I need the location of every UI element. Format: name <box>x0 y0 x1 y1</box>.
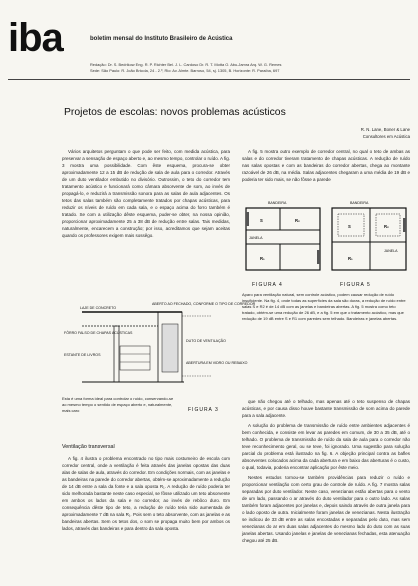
author-names: R. N. Lane, Boner & Lane <box>360 127 410 132</box>
column-2-top <box>242 148 410 186</box>
article-title: Projetos de escolas: novos problemas acústicos <box>64 107 286 118</box>
figure-4-label: FIGURA 4 <box>252 282 283 288</box>
figure-4-diagram <box>240 198 324 280</box>
label-forro: FÔRRO FALSO DE CHAPAS ACÚSTICAS <box>64 331 133 335</box>
article-authors <box>292 127 410 140</box>
fig4-room-s: S <box>260 218 263 223</box>
column-1-intro <box>62 148 230 242</box>
fig5-janela: JANELA <box>384 249 398 253</box>
label-estante: ESTANTE DE LIVROS <box>64 353 101 357</box>
header-rule <box>8 79 410 80</box>
fig5-room-r1: R₁ <box>348 256 353 261</box>
label-abertura: ABERTURA EM VIDRO OU REBAIXO <box>186 361 248 365</box>
editorial-info <box>90 62 412 74</box>
figure-3-label: FIGURA 3 <box>188 407 219 413</box>
fig4-bandeira: BANDEIRA <box>268 201 287 205</box>
intro-paragraph: Vários arquitetos perguntam o que pode ser feito, com medida acústica, para preservar a sensação de espaço aberto e, ao mesmo tempo, controlar o ruído. A fig. 3 mostra uma possibilidade. Com êste esquema, procura-se obter aproximadamente 12 a 15 dB de redução de sala de aula para o corredor. Através de um duto ventilador embutido no divisório. Outrossim, o teto do corredor tem tratamento acústico e funcionará como câmara absorvente de som, ao invés de propagá-lo, e reduzirá a transmissão sonora para as salas de aula adjacentes. Os tetos das salas também são completamente tratados por chapas acústicas, para reduzir os níveis de ruído em cada sala, e o espaço acima do forro também é tratado. Se com a utilização dêste esquema, puder-se obter, na nossa opinião, proporcionar aproximadamente 25 a 38 dB de redução entre salas. Tais medidas, naturalmente, encarecem a construção; por isso, acreditamos que sejam aceitas quando os professores exigem mais sossêgo. <box>62 149 230 238</box>
fig4-janela: JANELA <box>249 236 263 240</box>
fig4-room-r2: R₂ <box>295 218 300 223</box>
section-paragraph: A fig. 4 ilustra o problema encontrado no tipo mais costumeiro de escola com corredor central, onde a ventilação é feita através das janelas opostas das duas alas de salas de aula, através do corredor. Em condições normais, com as janelas e as bandeiras na parede do corredor abertas, obtém-se aproximadamente a redução de 14 dB entre a sala da fonte e a sala oposta R₁. A redução de ruído poderia ter sido melhorada bastante neste caso especial, se fôsse utilizado um teto absorvente em ambos os lados da sala e no corredor, ao invés de rebôco duro. Em consequência dêste tipo de teto, a redução de ruído teria sido aumentada de aproximadamente 7 dB na sala R₁. Pois sem o teto absorvente, com as janelas e as bandeiras abertas. Sem os tetos dos, o som se propaga muito bem por ambos os lados, através das bandeiras e para dentro da sala oposta. <box>62 456 230 531</box>
column-2-bottom <box>242 398 410 547</box>
column-1-section <box>62 440 230 535</box>
editors-line: Redação: Dr. S. Bedrikow Eng. R. P. Richter Bel. J. L. Cardoso Dr. R. T. Motta O. Abu-Jamra Arq. W. G. Remes <box>90 62 282 67</box>
fig5-bandeira: BANDEIRA <box>350 201 369 205</box>
author-role: Consultores em Acústica <box>362 133 410 139</box>
figure-3-caption: Esta é uma forma ideal para controlar o ruído, conservando-se ao mesmo tempo o sentido de espaço aberto e, naturalmente, mais caro <box>62 396 174 413</box>
address-line: Sede: São Paulo: R. João Bricola, 24 - 2.º, Rio: Av. Almte. Barroso, 54, sj. 1305, B. Horizonte: R. Paraíba, 697 <box>90 68 280 73</box>
figure-5-diagram <box>326 198 412 280</box>
iba-logo: iba <box>8 16 63 60</box>
fig4-room-r1: R₁ <box>260 256 265 261</box>
figure-3-diagram <box>62 302 256 394</box>
figure-4-5-caption: Aparo para ventilação natural, sem controle acústico, podem causar redução de ruído insuficiente. Na fig. 4, onde todas as superfícies da sala são duras, a redução de ruído entre salas S e R2 é de 14 dB com as janelas e bandeiras abertas. A fig. 5 mostra como teto tratado, obtém-se uma redução de 26 dB, e a fig. 5 em que o tratamento acústico, mas que redução de 19 dB entre S e R1 com paredes sem telhado. Bandeiras e janelas abertas. <box>242 292 406 321</box>
fig5-room-s: S <box>348 224 351 229</box>
column-2-paragraph-1: A fig. 5 mostra outro exemplo de corredor central, no qual o teto de ambas as salas e do corredor tiveram tratamento de chapas acústicas. A redução de ruído nas salas opostas e com as bandeiras do corredor abertas, chega ao montante razoável de 26 dB, na média. Salas adjacentes chegaram a uma média de 19 dB e poderia ter sido mais, se não fôsse a parede <box>242 149 410 182</box>
label-duto: DUTO DE VENTILAÇÃO <box>186 339 226 343</box>
label-laje: LAJE DE CONCRETO <box>80 306 117 310</box>
section-heading: Ventilação transversal <box>62 444 115 450</box>
bulletin-title: boletim mensal do Instituto Brasileiro de Acústica <box>90 36 233 42</box>
figure-5-label: FIGURA 5 <box>340 282 371 288</box>
label-aberto: ABERTO AO FECHADO, CONFORME O TIPO DE CORREDOR <box>152 302 256 306</box>
column-2-paragraph-4: Nestes estudos tornou-se também providências para reduzir o ruído e proporcionar ventilação com certo grau de controle de ruído. A fig. 7 mostra salas separadas por duto ventilador. Neste caso, venezianas estão abertas para o vento de um lado, passando o ar através do duto ventilador para o outro lado. As salas também foram adjacentes por janelas e, depois saindo através de outra janela para o lado oposto de outra. Inicialmente foram janelas de venezianas. Nesta ilustração se indicou de 33 dB entre as salas encostadas e separadas pelo duto, mas sem venezianas do ar em duas salas adjacentes do mesmo lado do duto com as suas janelas abertas. Usando janelas e janelas de venezianas fechadas, esta atenuação chegou até 25 dB. <box>242 475 410 543</box>
column-2-paragraph-3: A solução do problema de transmissão de ruído entre ambientes adjacentes é bem conhecida, e consiste em levar as paredes em comum, de 30 a 35 dB, até o telhado. O problema de transmissão de ruído da sala de aula para o corredor não teve reconhecimento geral, ou se teve, foi ignorado. Uma sugestão para solução parcial do problema está ilustrado na fig. 6. A objeção principal contra as bafles absorventes colocados acima da cada abertura e em baixo das aberturas é o custo, o qual, todavia, poderia encontrar aplicação por êste meio. <box>242 423 410 470</box>
column-2-paragraph-2: que não chegou até o telhado, mas apenas até o teto suspenso de chapas acústicas, e por causa disso houve bastante transmissão de som acima do parede para a sala adjacente. <box>242 399 410 418</box>
fig5-room-r2: R₂ <box>384 224 389 229</box>
